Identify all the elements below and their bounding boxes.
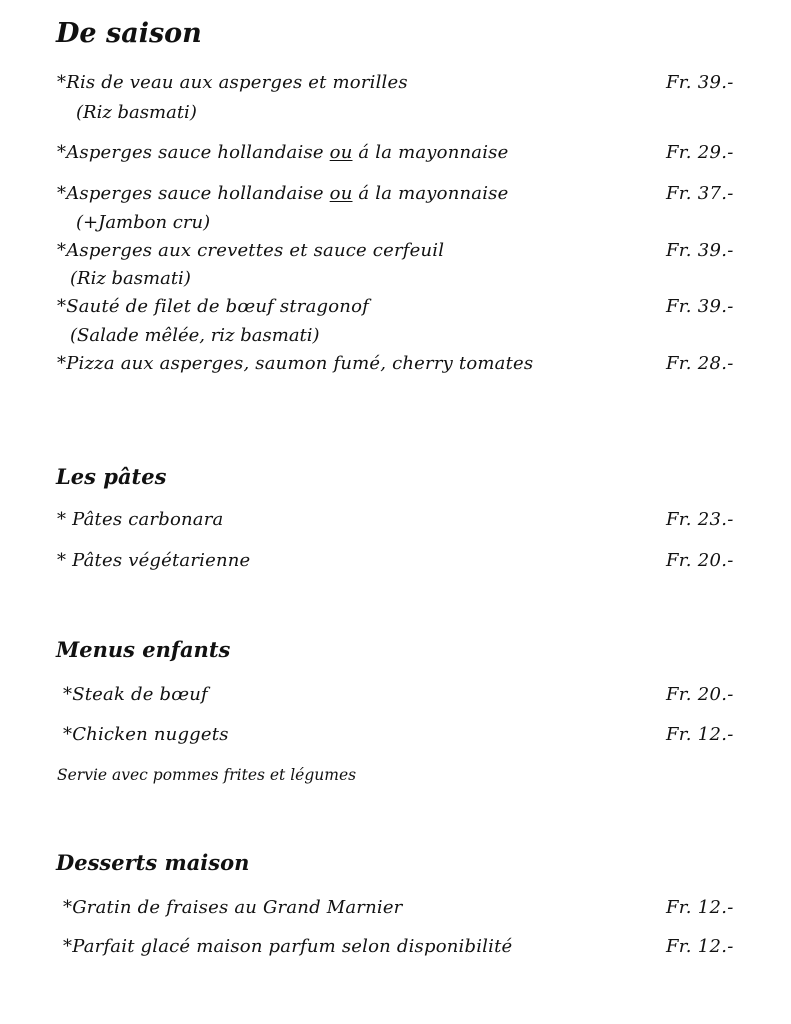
item-detail: (Riz basmati) [76, 102, 197, 123]
item-price: Fr. 29.- [666, 142, 734, 163]
menu-item [0, 897, 791, 923]
item-name: *Parfait glacé maison parfum selon disponibilité [63, 936, 513, 957]
item-name: *Asperges sauce hollandaise ou á la mayonnaise [57, 183, 509, 204]
item-name: *Chicken nuggets [63, 724, 229, 745]
menu-item [0, 296, 791, 322]
item-name: *Asperges aux crevettes et sauce cerfeuil [57, 240, 445, 261]
item-name: *Gratin de fraises au Grand Marnier [63, 897, 403, 918]
item-name: * Pâtes végétarienne [57, 550, 251, 571]
menu-item [0, 684, 791, 710]
menu-item [0, 550, 791, 576]
section-title-enfants: Menus enfants [56, 637, 231, 662]
item-name: *Ris de veau aux asperges et morilles [57, 72, 408, 93]
menu-item [0, 240, 791, 266]
menu-item [0, 183, 791, 209]
section-title-saison: De saison [56, 18, 202, 49]
item-price: Fr. 20.- [666, 550, 734, 571]
menu-item [0, 353, 791, 379]
item-price: Fr. 39.- [666, 296, 734, 317]
section-note: Servie avec pommes frites et légumes [57, 766, 357, 784]
item-price: Fr. 39.- [666, 240, 734, 261]
item-detail: (Riz basmati) [70, 268, 191, 289]
item-detail: (Salade mêlée, riz basmati) [70, 325, 320, 346]
item-price: Fr. 37.- [666, 183, 734, 204]
item-detail: (+Jambon cru) [76, 212, 211, 233]
item-price: Fr. 12.- [666, 724, 734, 745]
item-price: Fr. 23.- [666, 509, 734, 530]
item-name: *Pizza aux asperges, saumon fumé, cherry tomates [57, 353, 534, 374]
item-price: Fr. 20.- [666, 684, 734, 705]
item-name: * Pâtes carbonara [57, 509, 224, 530]
item-price: Fr. 28.- [666, 353, 734, 374]
item-price: Fr. 39.- [666, 72, 734, 93]
underlined-ou: ou [329, 142, 353, 163]
menu-item [0, 72, 791, 98]
section-title-pates: Les pâtes [56, 464, 167, 489]
item-price: Fr. 12.- [666, 936, 734, 957]
menu-item [0, 724, 791, 750]
menu-item [0, 509, 791, 535]
menu-item [0, 936, 791, 962]
item-name: *Sauté de filet de bœuf stragonof [57, 296, 369, 317]
item-name: *Steak de bœuf [63, 684, 208, 705]
section-title-desserts: Desserts maison [56, 850, 250, 875]
item-name: *Asperges sauce hollandaise ou á la mayonnaise [57, 142, 509, 163]
item-price: Fr. 12.- [666, 897, 734, 918]
menu-item [0, 142, 791, 168]
underlined-ou: ou [329, 183, 353, 204]
